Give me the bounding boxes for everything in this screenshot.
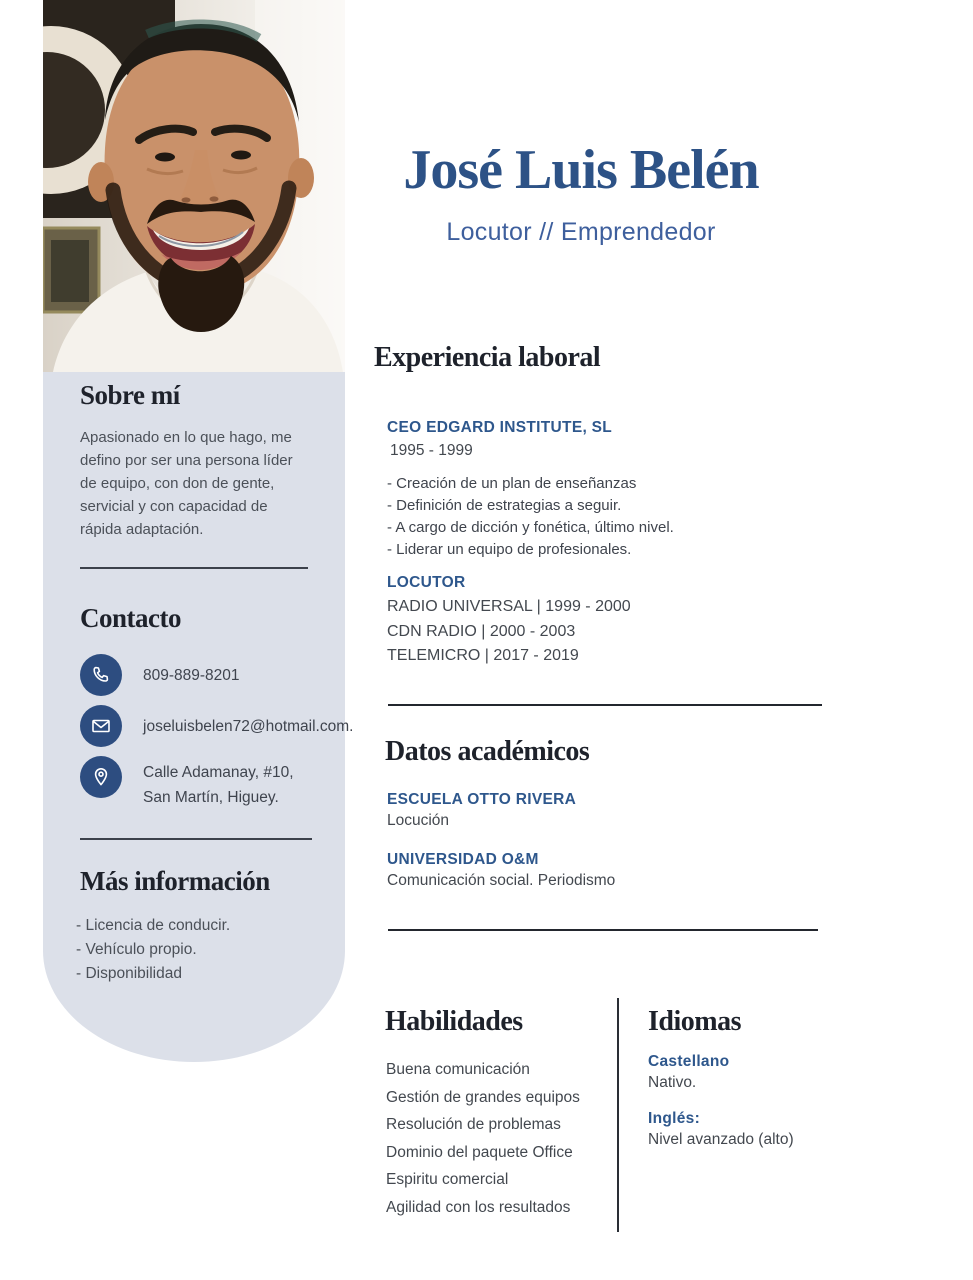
divider (388, 704, 822, 706)
job-bullet: - Liderar un equipo de profesionales. (387, 541, 632, 558)
vertical-divider (617, 998, 619, 1232)
contact-section (80, 603, 354, 840)
about-title: Sobre mí (80, 380, 180, 410)
contact-email: joseluisbelen72@hotmail.com. (143, 718, 354, 735)
skill-item: Agilidad con los resultados (386, 1198, 571, 1216)
about-section (80, 380, 311, 569)
sidebar (43, 372, 354, 1062)
skill-item: Buena comunicación (386, 1061, 530, 1078)
language-name: Inglés: (648, 1110, 701, 1127)
language-level: Nativo. (648, 1074, 697, 1091)
school-name: UNIVERSIDAD O&M (387, 851, 539, 868)
contact-title: Contacto (80, 603, 181, 633)
job-bullets (387, 473, 674, 561)
job-bullet: - Creación de un plan de enseñanzas (387, 475, 637, 492)
job-role: LOCUTOR (387, 574, 466, 591)
header (386, 138, 776, 247)
skill-item: Resolución de problemas (386, 1116, 561, 1133)
profile-photo-illustration (43, 0, 345, 372)
job-station: RADIO UNIVERSAL | 1999 - 2000 (387, 598, 631, 615)
language-entry (648, 1053, 729, 1092)
profile-photo (43, 0, 345, 372)
school-detail: Comunicación social. Periodismo (387, 872, 616, 889)
job-bullet: - Definición de estrategias a seguir. (387, 497, 622, 514)
job-role: CEO EDGARD INSTITUTE, SL (387, 419, 613, 436)
contact-phone: 809-889-8201 (143, 667, 240, 684)
email-icon (80, 705, 122, 747)
experience-job-locutor (387, 574, 631, 669)
page-title: José Luis Belén (403, 139, 759, 201)
contact-address-row (80, 756, 311, 810)
divider (80, 838, 312, 840)
experience-title: Experiencia laboral (374, 342, 601, 373)
job-station: CDN RADIO | 2000 - 2003 (387, 622, 576, 640)
job-period: 1995 - 1999 (390, 442, 473, 459)
education-title: Datos académicos (385, 736, 590, 767)
school-name: ESCUELA OTTO RIVERA (387, 791, 577, 808)
job-station: TELEMICRO | 2017 - 2019 (387, 647, 579, 664)
skills-list (386, 1056, 580, 1221)
skill-item: Espiritu comercial (386, 1171, 509, 1188)
list-item: - Vehículo propio. (76, 941, 197, 958)
location-icon (80, 756, 122, 798)
contact-address: Calle Adamanay, #10, San Martín, Higuey. (143, 764, 294, 806)
language-entry (648, 1110, 794, 1149)
divider (80, 567, 308, 569)
list-item: - Disponibilidad (76, 965, 182, 982)
contact-email-row (80, 705, 354, 747)
contact-phone-row (80, 654, 311, 696)
skill-item: Dominio del paquete Office (386, 1143, 573, 1161)
list-item: - Licencia de conducir. (76, 917, 231, 934)
more-info-section (76, 866, 311, 986)
skill-item: Gestión de grandes equipos (386, 1088, 580, 1106)
languages-title: Idiomas (648, 1006, 741, 1037)
phone-icon (80, 654, 122, 696)
job-subtitle: Locutor // Emprendedor (446, 218, 716, 246)
experience-job-ceo (387, 419, 674, 561)
about-text: Apasionado en lo que hago, me defino por ser una persona líder de equipo, con don de gente, servicial y con capacidad de rápida adaptación. (80, 429, 293, 538)
language-name: Castellano (648, 1053, 730, 1070)
education-entry (387, 851, 615, 890)
skills-title: Habilidades (385, 1006, 523, 1037)
language-level: Nivel avanzado (alto) (648, 1131, 794, 1148)
more-info-list (76, 914, 311, 986)
job-bullet: - A cargo de dicción y fonética, último nivel. (387, 519, 674, 536)
education-entry (387, 791, 576, 830)
divider (388, 929, 818, 931)
more-info-title: Más información (80, 866, 270, 896)
job-stations (387, 595, 631, 669)
school-detail: Locución (387, 812, 450, 829)
